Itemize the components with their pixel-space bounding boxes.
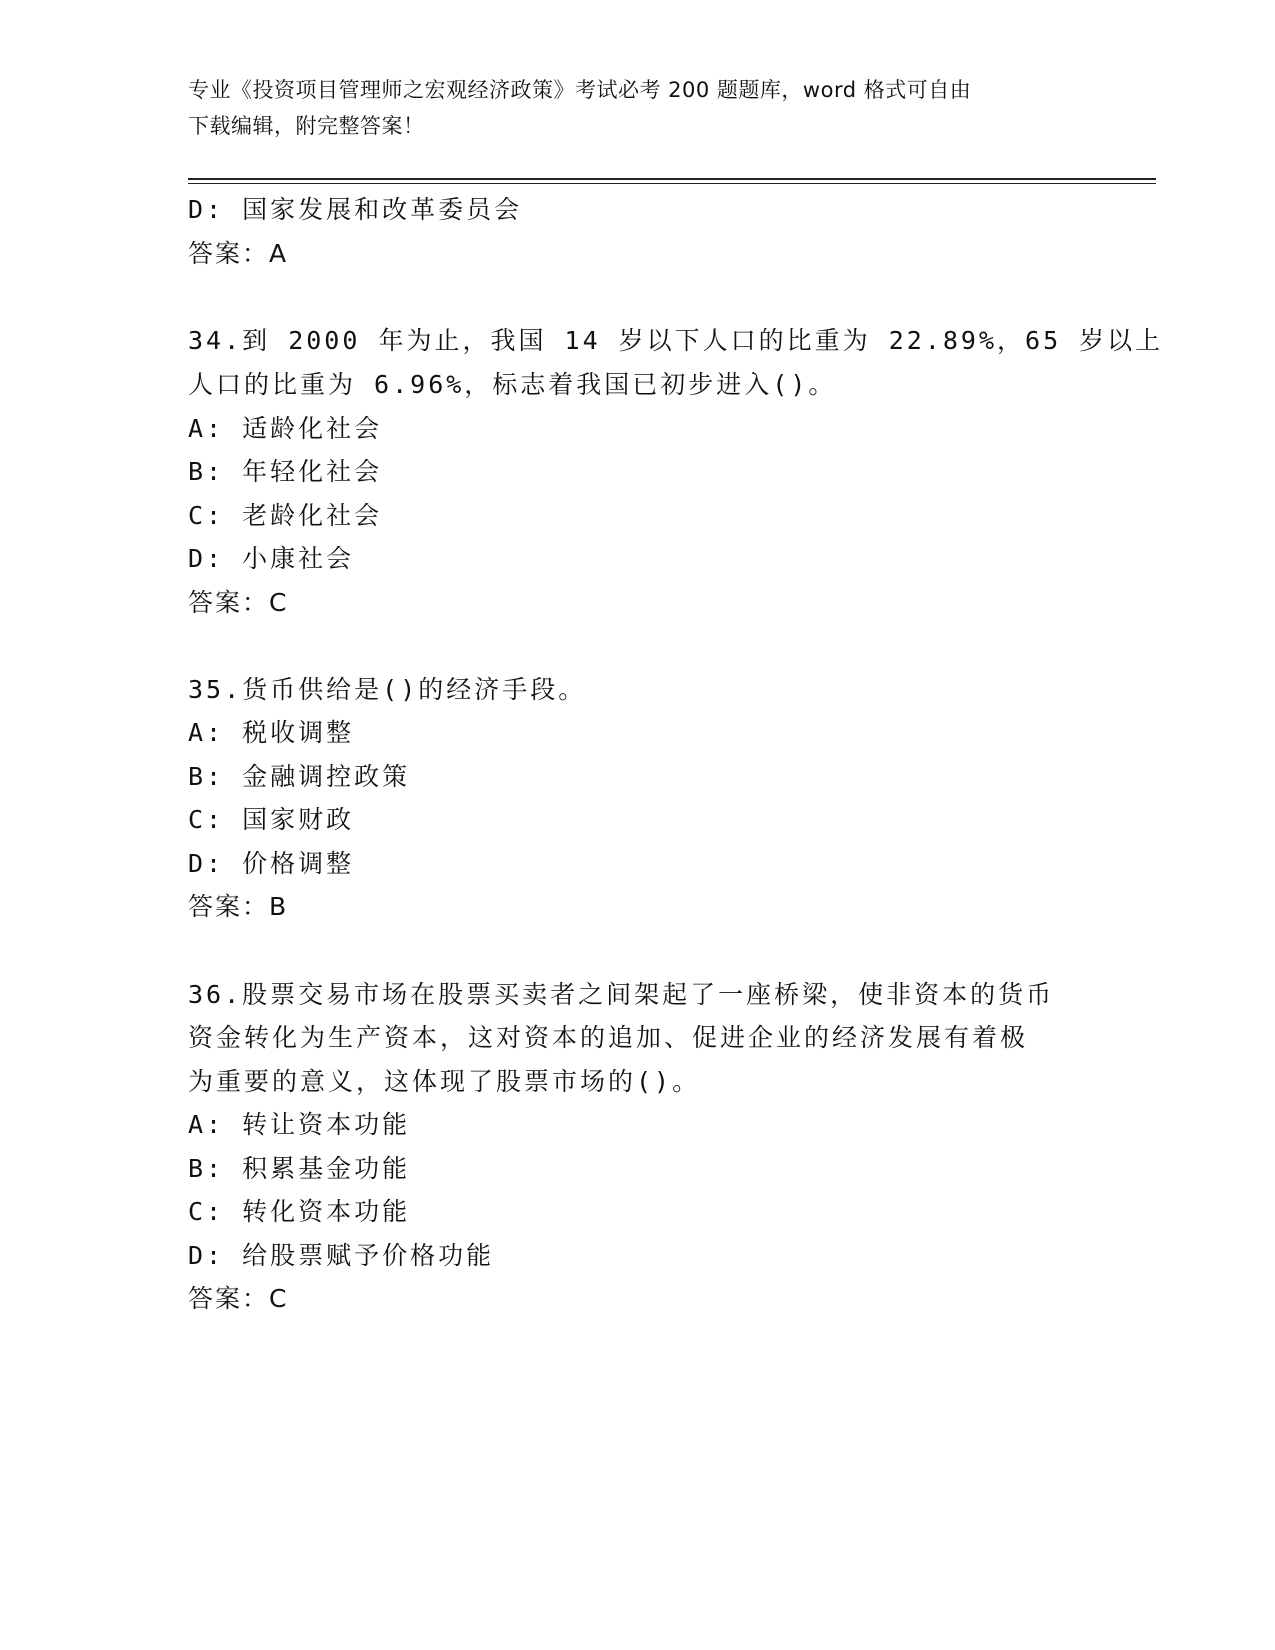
- q34-option-a: A: 适龄化社会: [188, 414, 383, 443]
- q36-answer: 答案：C: [188, 1284, 289, 1313]
- q36-option-a: A: 转让资本功能: [188, 1110, 411, 1139]
- q35-option-a: A: 税收调整: [188, 718, 355, 747]
- q36-stem-line-1: 36.股票交易市场在股票买卖者之间架起了一座桥梁，使非资本的货币: [188, 980, 1055, 1009]
- q36-option-d: D: 给股票赋予价格功能: [188, 1241, 495, 1270]
- q35-stem-line-1: 35.货币供给是()的经济手段。: [188, 675, 587, 704]
- header-line-1: 专业《投资项目管理师之宏观经济政策》考试必考 200 题题库，word 格式可自由: [188, 78, 972, 102]
- q34-option-b: B: 年轻化社会: [188, 457, 383, 486]
- q34-stem-line-2: 人口的比重为 6.96%，标志着我国已初步进入()。: [188, 370, 837, 399]
- header-divider-thick: [188, 178, 1156, 180]
- prev-question-option-d: D: 国家发展和改革委员会: [188, 195, 523, 224]
- header-line-2: 下载编辑，附完整答案！: [188, 114, 425, 138]
- q36-option-c: C: 转化资本功能: [188, 1197, 411, 1226]
- q35-answer: 答案：B: [188, 892, 289, 921]
- q35-option-d: D: 价格调整: [188, 849, 355, 878]
- q34-option-c: C: 老龄化社会: [188, 501, 383, 530]
- q35-option-c: C: 国家财政: [188, 805, 355, 834]
- q34-option-d: D: 小康社会: [188, 544, 355, 573]
- q36-option-b: B: 积累基金功能: [188, 1154, 411, 1183]
- prev-question-answer: 答案：A: [188, 239, 289, 268]
- q36-stem-line-2: 资金转化为生产资本，这对资本的追加、促进企业的经济发展有着极: [188, 1023, 1029, 1052]
- q34-answer: 答案：C: [188, 588, 289, 617]
- q35-option-b: B: 金融调控政策: [188, 762, 411, 791]
- q36-stem-line-3: 为重要的意义，这体现了股票市场的()。: [188, 1067, 701, 1096]
- q34-stem-line-1: 34.到 2000 年为止，我国 14 岁以下人口的比重为 22.89%，65 岁以上: [188, 326, 1164, 355]
- document-header: [188, 72, 1088, 144]
- header-divider-thin: [188, 183, 1156, 184]
